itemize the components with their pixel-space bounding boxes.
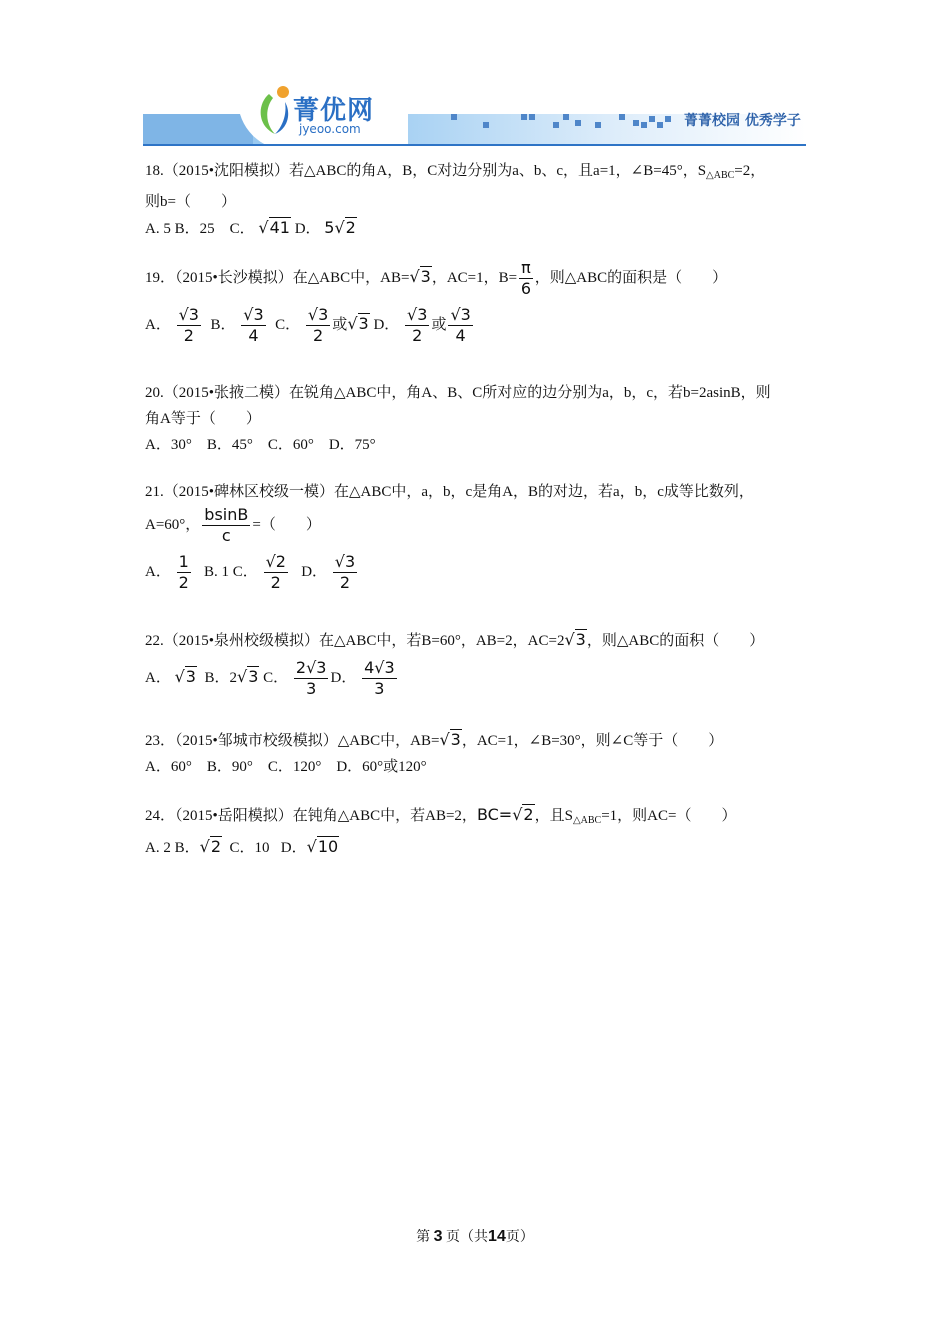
- q19-option-c-frac: $\frac{√3}{2}$: [307, 305, 329, 345]
- page-footer: [0, 1226, 950, 1246]
- q22-option-d-coef: 4: [364, 658, 375, 677]
- q22-ac-radicand: 3: [575, 630, 586, 649]
- q23-options: A．60° B．90° C．120° D．60°或120°: [145, 759, 427, 775]
- q21-option-c-den: 2: [270, 573, 281, 592]
- q19-options: [145, 305, 825, 346]
- question-24-stem: [145, 802, 825, 834]
- q24-options: [145, 834, 825, 861]
- logo-url: jyeoo.com: [299, 122, 361, 136]
- q19-b-fraction: [519, 258, 533, 299]
- q18-stem-line2: 则b=（ ）: [145, 194, 236, 210]
- q22-option-c-coef: 2: [295, 658, 307, 677]
- q18-stem-sub: △ABC: [706, 170, 735, 181]
- q18-option-c: C．: [229, 221, 255, 237]
- q18-option-d-radicand: 2: [345, 218, 356, 237]
- q21-options: [145, 552, 825, 593]
- q19-b-num: π: [521, 258, 531, 277]
- q22-options: [145, 658, 825, 699]
- q22-option-d-frac: $\frac{4√3}{3}$: [364, 658, 395, 698]
- q19-option-d-or: 或: [431, 316, 447, 333]
- footer-pre: 第: [416, 1230, 431, 1245]
- q21-option-d-num: 3: [345, 552, 356, 571]
- logo-name: 菁优网: [293, 96, 375, 126]
- q21-stem-b: =（ ）: [252, 516, 321, 533]
- q19-option-a-num: 3: [188, 305, 199, 324]
- header-decoration: [443, 112, 673, 132]
- q19-option-b-frac: $\frac{√3}{4}$: [243, 305, 264, 345]
- footer-post: 页）: [505, 1230, 534, 1245]
- question-24: [145, 802, 825, 861]
- q24-bc-label: BC=: [476, 805, 513, 824]
- q19-ab-radicand: 3: [420, 266, 431, 286]
- q20-stem-line2: 角A等于（ ）: [145, 411, 261, 427]
- question-19: [145, 258, 825, 346]
- q22-option-b: B．2: [204, 669, 237, 686]
- q21-option-a-den: 2: [178, 573, 189, 592]
- q19-option-b: B．: [210, 316, 236, 333]
- q22-option-d-num: 3: [384, 658, 395, 677]
- q21-option-c: C．: [232, 563, 258, 580]
- footer-mid: 页（共: [446, 1230, 489, 1245]
- q22-option-d-den: 3: [374, 679, 385, 698]
- q19-option-c-sqrt: √3: [347, 313, 369, 333]
- q19-option-d-den2: 4: [455, 326, 466, 345]
- q23-stem-a: 23．（2015•邹城市校级模拟）△ABC中，AB=: [145, 733, 440, 749]
- q19-b-den: 6: [520, 279, 531, 298]
- question-18: [145, 158, 825, 242]
- q19-option-d-num1: 3: [417, 305, 428, 324]
- q24-option-d: D．: [280, 840, 307, 856]
- q21-option-a: A．: [145, 563, 171, 580]
- q24-stem-a: 24．（2015•岳阳模拟）在钝角△ABC中，若AB=2，: [145, 808, 477, 824]
- q24-option-c: C．10: [229, 840, 270, 856]
- q21-frac-den: c: [221, 526, 231, 545]
- header-rule: [143, 144, 806, 146]
- q19-option-d-frac1: $\frac{√3}{2}$: [407, 305, 428, 345]
- q22-option-d: D．: [330, 669, 357, 686]
- q21-option-c-frac: $\frac{√2}{2}$: [265, 552, 286, 592]
- page-total: 14: [488, 1228, 506, 1245]
- q22-option-b-radicand: 3: [248, 666, 259, 686]
- q24-option-d-radicand: 10: [317, 837, 339, 856]
- q24-option-b-radicand: 2: [210, 837, 221, 856]
- q22-ac-sqrt: √3: [564, 630, 586, 649]
- q22-option-a-radicand: 3: [185, 666, 196, 686]
- q19-option-a-frac: $\frac{√3}{2}$: [178, 305, 199, 345]
- q22-option-b-sqrt: √3: [237, 666, 259, 686]
- q19-stem-c: ，则△ABC的面积是（ ）: [534, 269, 728, 286]
- logo-icon: [255, 84, 295, 138]
- q21-stem-line2: [145, 505, 825, 546]
- q20-stem-line1: 20.（2015•张掖二模）在锐角△ABC中，角A、B、C所对应的边分别为a，b，c，若b=2asinB，则: [145, 385, 771, 401]
- q21-option-a-frac: [177, 552, 191, 593]
- q20-options: A．30° B．45° C．60° D．75°: [145, 437, 376, 453]
- q21-option-d-frac: $\frac{√3}{2}$: [334, 552, 356, 592]
- q24-option-d-sqrt: √10: [306, 837, 339, 856]
- q22-option-a: A．: [145, 669, 171, 686]
- q18-stem-b: =2，: [734, 163, 766, 179]
- question-23-stem: [145, 727, 825, 754]
- q21-option-c-num: 2: [275, 552, 286, 571]
- q18-option-a: A. 5: [145, 221, 171, 237]
- question-22: [145, 627, 825, 699]
- question-19-stem: [145, 258, 825, 299]
- q24-stem-sub: △ABC: [572, 815, 602, 826]
- q22-stem-a: 22.（2015•泉州校级模拟）在△ABC中，若B=60°，AB=2，AC=2: [145, 633, 565, 649]
- q21-option-b: B. 1: [204, 563, 230, 580]
- question-22-stem: [145, 627, 825, 654]
- q24-option-a: A. 2: [145, 840, 171, 856]
- q24-bc-radicand: 2: [523, 805, 534, 824]
- q22-option-a-sqrt: √3: [174, 666, 196, 686]
- q23-stem-b: ，AC=1，∠B=30°，则∠C等于（ ）: [461, 733, 724, 749]
- q19-option-c-or: 或: [332, 316, 348, 333]
- q19-option-d-frac2: $\frac{√3}{4}$: [450, 305, 471, 345]
- q24-stem-c: =1，则AC=（ ）: [601, 808, 737, 824]
- q18-option-b: B．25: [174, 221, 215, 237]
- question-21: [145, 479, 825, 593]
- q22-option-c: C．: [263, 669, 289, 686]
- q18-stem-a: 18.（2015•沈阳模拟）若△ABC的角A，B，C对边分别为a、b、c，且a=1，∠B=45°，S: [145, 163, 707, 179]
- q19-option-d-num2: 3: [460, 305, 471, 324]
- q19-ab-sqrt: √3: [409, 266, 431, 286]
- q19-option-d-den1: 2: [412, 326, 423, 345]
- q19-option-c-radicand: 3: [358, 313, 369, 333]
- q18-option-d: D．: [294, 221, 321, 237]
- header-band-dark: [143, 114, 253, 144]
- q22-option-c-frac: $\frac{2√3}{3}$: [295, 658, 327, 698]
- q22-stem-b: ，则△ABC的面积（ ）: [586, 633, 765, 649]
- q21-option-a-num: 1: [178, 552, 189, 571]
- q21-option-d-den: 2: [339, 573, 351, 592]
- q19-option-b-den: 4: [248, 326, 259, 345]
- q18-option-c-radicand: 41: [269, 218, 290, 237]
- q22-option-c-num: 3: [316, 658, 327, 677]
- q19-option-a: A．: [145, 316, 171, 333]
- header-slogan: 菁菁校园 优秀学子: [684, 113, 801, 129]
- q24-option-b: B．: [174, 840, 200, 856]
- question-20: [145, 380, 825, 458]
- q19-option-c: C．: [275, 316, 301, 333]
- q18-option-d-coef: 5: [324, 218, 335, 237]
- question-23: [145, 727, 825, 780]
- q21-option-d: D．: [301, 563, 328, 580]
- q19-option-c-den: 2: [313, 326, 324, 345]
- q21-stem-line1: 21.（2015•碑林区校级一模）在△ABC中，a，b，c是角A，B的对边，若a，b，c成等比数列，: [145, 484, 754, 500]
- q19-option-a-den: 2: [183, 326, 194, 345]
- q24-stem-b: ，且S: [534, 808, 573, 824]
- q23-ab-radicand: 3: [450, 730, 461, 749]
- q21-stem-a: A=60°，: [145, 516, 201, 533]
- q22-option-c-den: 3: [306, 679, 317, 698]
- page-header: [143, 80, 806, 150]
- q19-option-d: D．: [373, 316, 400, 333]
- q18-option-d-sqrt: 5√2: [324, 218, 356, 237]
- q24-option-b-sqrt: √2: [199, 837, 221, 856]
- q21-fraction: [202, 505, 250, 546]
- q19-option-b-num: 3: [253, 305, 264, 324]
- q18-option-c-sqrt: √41: [258, 218, 290, 237]
- q24-bc-sqrt: BC=√2: [476, 805, 534, 824]
- q19-option-c-num: 3: [318, 305, 329, 324]
- q23-ab-sqrt: √3: [439, 730, 461, 749]
- q21-frac-num: bsinB: [204, 505, 249, 524]
- question-18-stem: [145, 158, 825, 189]
- q19-stem-a: 19．（2015•长沙模拟）在△ABC中，AB=: [145, 269, 410, 286]
- q19-stem-b: ，AC=1，B=: [431, 269, 518, 286]
- q18-options: [145, 215, 825, 242]
- page-number: 3: [433, 1228, 443, 1245]
